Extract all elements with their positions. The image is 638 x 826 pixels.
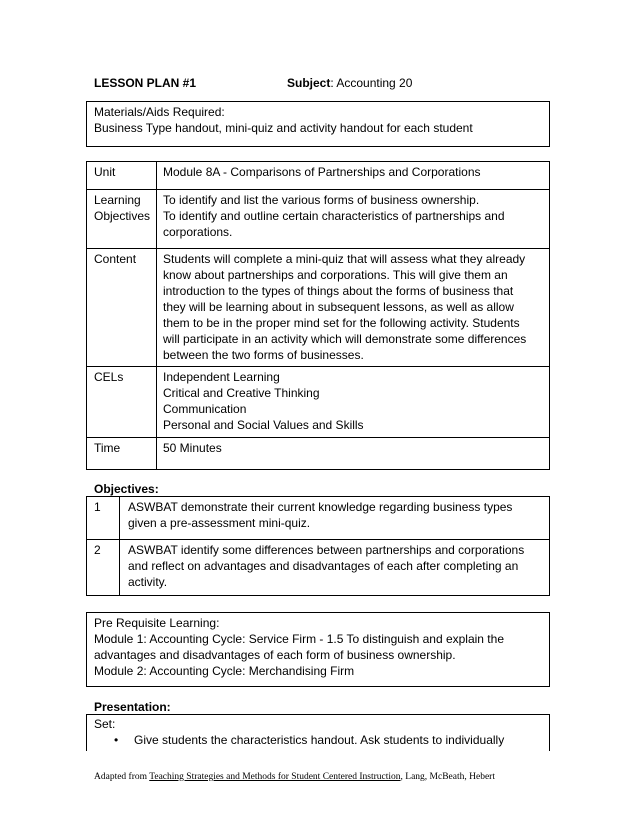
- learning-objectives-line: To identify and list the various forms of business ownership.: [163, 193, 480, 207]
- materials-heading: Materials/Aids Required:: [94, 105, 225, 119]
- materials-text: Business Type handout, mini-quiz and activity handout for each student: [94, 121, 473, 135]
- objective-text: [120, 540, 550, 596]
- objective-row: [87, 497, 550, 540]
- learning-objectives-label-line: Learning: [94, 193, 141, 207]
- prerequisite-line: Module 1: Accounting Cycle: Service Firm - 1.5 To distinguish and explain the: [94, 632, 504, 646]
- learning-objectives-value: [157, 190, 550, 249]
- set-label: Set:: [94, 717, 116, 731]
- lesson-plan-title: LESSON PLAN #1: [94, 76, 197, 90]
- content-row: [87, 249, 550, 367]
- learning-objectives-row: [87, 190, 550, 249]
- subject-value: : Accounting 20: [330, 76, 413, 90]
- objectives-heading: Objectives:: [94, 482, 159, 496]
- presentation-heading: Presentation:: [94, 700, 171, 714]
- objective-row: [87, 540, 550, 596]
- set-bullet-item: [114, 732, 504, 748]
- cels-value: [157, 367, 550, 438]
- content-value: [157, 249, 550, 367]
- content-line: between the two forms of businesses.: [163, 348, 364, 362]
- content-line: will participate in an activity which will demonstrate some differences: [163, 332, 527, 346]
- objective-line: ASWBAT identify some differences between partnerships and corporations: [128, 543, 525, 557]
- lesson-info-table: [86, 161, 550, 470]
- objective-number: 1: [87, 497, 120, 540]
- content-line: them to be in the proper mind set for the following activity. Students: [163, 316, 520, 330]
- cels-line: Critical and Creative Thinking: [163, 386, 320, 400]
- footer-book-title: Teaching Strategies and Methods for Student Centered Instruction: [149, 772, 401, 782]
- content-line: they will be learning about in subsequent lessons, as well as allow: [163, 300, 514, 314]
- unit-value: [157, 162, 550, 190]
- learning-objectives-line: To identify and outline certain characteristics of partnerships and: [163, 209, 505, 223]
- content-line: introduction to the types of things about the forms of business that: [163, 284, 514, 298]
- objective-number: 2: [87, 540, 120, 596]
- materials-box: [86, 101, 550, 147]
- time-row: [87, 438, 550, 470]
- content-line: know about partnerships and corporations. This will give them an: [163, 268, 508, 282]
- time-label: Time: [87, 438, 157, 470]
- bullet-icon: •: [114, 733, 119, 747]
- page-footer: [94, 772, 495, 782]
- footer-authors: , Lang, McBeath, Hebert: [400, 772, 495, 782]
- subject-label: Subject: [287, 76, 331, 90]
- content-label: Content: [87, 249, 157, 367]
- set-bullet-text: Give students the characteristics handout. Ask students to individually: [134, 733, 505, 747]
- cels-line: Independent Learning: [163, 370, 280, 384]
- objectives-table: [86, 496, 550, 596]
- unit-value-line: Module 8A - Comparisons of Partnerships and Corporations: [163, 165, 481, 179]
- cels-line: Communication: [163, 402, 247, 416]
- time-value: [157, 438, 550, 470]
- footer-prefix: Adapted from: [94, 772, 150, 782]
- prerequisite-line: advantages and disadvantages of each form of business ownership.: [94, 648, 456, 662]
- prerequisite-line: Module 2: Accounting Cycle: Merchandising Firm: [94, 664, 355, 678]
- objective-line: and reflect on advantages and disadvantages of each after completing an: [128, 559, 519, 573]
- learning-objectives-label-line: Objectives: [94, 209, 151, 223]
- time-line: 50 Minutes: [163, 441, 222, 455]
- objective-line: activity.: [128, 575, 168, 589]
- presentation-set-box: [86, 714, 550, 751]
- unit-label: Unit: [87, 162, 157, 190]
- prerequisite-heading: Pre Requisite Learning:: [94, 616, 220, 630]
- objective-text: [120, 497, 550, 540]
- objective-line: ASWBAT demonstrate their current knowledge regarding business types: [128, 500, 513, 514]
- subject-line: [287, 76, 412, 90]
- content-line: Students will complete a mini-quiz that will assess what they already: [163, 252, 526, 266]
- objective-line: given a pre-assessment mini-quiz.: [128, 516, 311, 530]
- learning-objectives-label: [87, 190, 157, 249]
- prerequisite-box: [86, 612, 550, 687]
- cels-row: [87, 367, 550, 438]
- unit-row: [87, 162, 550, 190]
- cels-line: Personal and Social Values and Skills: [163, 418, 364, 432]
- learning-objectives-line: corporations.: [163, 225, 233, 239]
- cels-label: CELs: [87, 367, 157, 438]
